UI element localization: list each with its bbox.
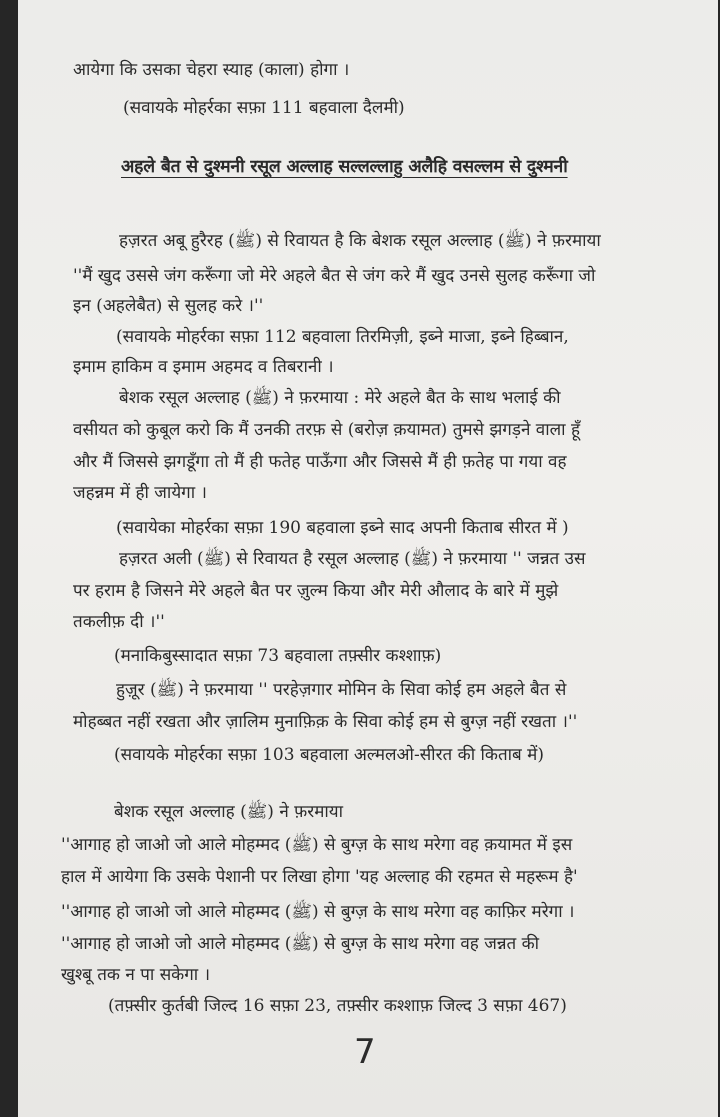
text-line: मोहब्बत नहीं रखता और ज़ालिम मुनाफ़िक़ के सिवा कोई हम से बुग्ज़ नहीं रखता ।'' xyxy=(73,712,578,732)
citation: (सवायके मोहर्रका सफ़ा 103 बहवाला अल्मलओ-सीरत की किताब में) xyxy=(114,745,544,765)
text-line: वसीयत को कुबूल करो कि मैं उनकी तरफ़ से (बरोज़ क़यामत) तुमसे झगड़ने वाला हूँ xyxy=(73,420,581,440)
text-line: बेशक रसूल अल्लाह (ﷺ) ने फ़रमाया : मेरे अहले बैत के साथ भलाई की xyxy=(119,388,561,408)
text-line: ''आगाह हो जाओ जो आले मोहम्मद (ﷺ) से बुग्ज़ के साथ मरेगा वह क़यामत में इस xyxy=(61,835,573,855)
text-line: पर हराम है जिसने मेरे अहले बैत पर ज़ुल्म किया और मेरी औलाद के बारे में मुझे xyxy=(73,581,559,601)
text-line: इमाम हाकिम व इमाम अहमद व तिबरानी । xyxy=(73,357,334,377)
text-line: बेशक रसूल अल्लाह (ﷺ) ने फ़रमाया xyxy=(114,802,344,822)
text-line: और मैं जिससे झगडूँगा तो मैं ही फतेह पाऊँगा और जिससे मैं ही फ़तेह पा गया वह xyxy=(73,452,567,472)
text-line: जहन्नम में ही जायेगा । xyxy=(73,483,208,503)
text-line: हुज़ूर (ﷺ) ने फ़रमाया '' परहेज़गार मोमिन के सिवा कोई हम अहले बैत से xyxy=(116,680,567,700)
text-line: हाल में आयेगा कि उसके पेशानी पर लिखा होगा 'यह अल्लाह की रहमत से महरूम है' xyxy=(61,867,578,887)
text-line: ''मैं खुद उससे जंग करूँगा जो मेरे अहले बैत से जंग करे मैं खुद उनसे सुलह करूँगा जो xyxy=(73,266,596,286)
citation: (तफ़्सीर कुर्तबी जिल्द 16 सफ़ा 23, तफ़्सीर कश्शाफ़ जिल्द 3 सफ़ा 467) xyxy=(108,996,567,1016)
page-number: 7 xyxy=(354,1032,376,1072)
citation: (मनाकिबुस्सादात सफ़ा 73 बहवाला तफ़्सीर कश्शाफ़) xyxy=(114,646,442,666)
text-line: ''आगाह हो जाओ जो आले मोहम्मद (ﷺ) से बुग्ज़ के साथ मरेगा वह जन्नत की xyxy=(61,934,540,954)
text-line: इन (अहलेबैत) से सुलह करे ।'' xyxy=(73,296,264,316)
text-line: आयेगा कि उसका चेहरा स्याह (काला) होगा । xyxy=(73,60,350,80)
book-page xyxy=(18,0,718,1117)
text-line: खुश्बू तक न पा सकेगा । xyxy=(61,965,211,985)
section-heading: अहले बैत से दुश्मनी रसूल अल्लाह सल्लल्लाहु अलैहि वसल्लम से दुश्मनी xyxy=(121,157,568,177)
citation: (सवायके मोहर्रका सफ़ा 112 बहवाला तिरमिज़ी, इब्ने माजा, इब्ने हिब्बान, xyxy=(116,327,569,347)
citation: (सवायके मोहर्रका सफ़ा 111 बहवाला दैलमी) xyxy=(123,98,405,118)
text-line: ''आगाह हो जाओ जो आले मोहम्मद (ﷺ) से बुग्ज़ के साथ मरेगा वह काफ़िर मरेगा । xyxy=(61,902,575,922)
text-line: हज़रत अली (ﷺ) से रिवायत है रसूल अल्लाह (ﷺ) ने फ़रमाया '' जन्नत उस xyxy=(119,549,586,569)
citation: (सवायेका मोहर्रका सफ़ा 190 बहवाला इब्ने साद अपनी किताब सीरत में ) xyxy=(116,518,569,538)
text-line: हज़रत अबू हुरैरह (ﷺ) से रिवायत है कि बेशक रसूल अल्लाह (ﷺ) ने फ़रमाया xyxy=(119,231,601,251)
text-line: तकलीफ़ दी ।'' xyxy=(73,612,165,632)
